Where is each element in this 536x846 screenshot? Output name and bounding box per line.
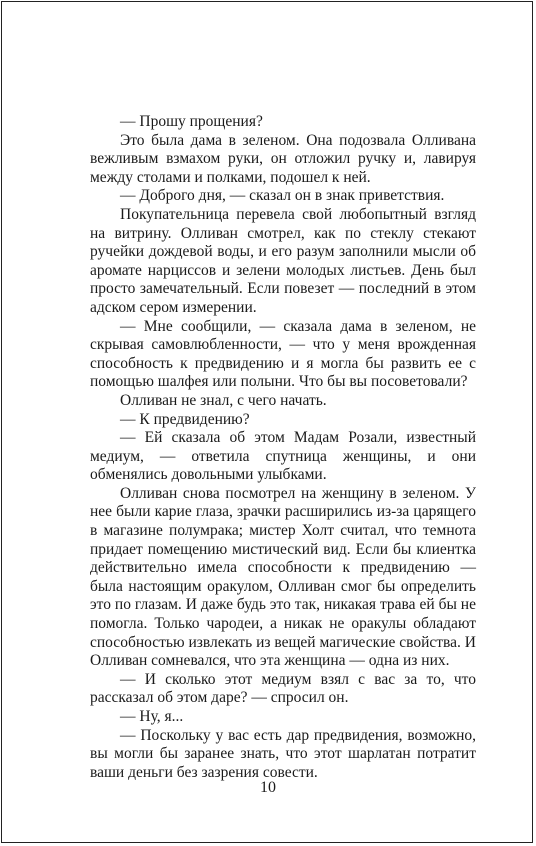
paragraph-10: — И сколько этот медиум взял с вас за то, что рассказал об этом даре? — спросил он. <box>90 670 476 707</box>
paragraph-9: Олливан снова посмотрел на женщину в зеленом. У нее были карие глаза, зрачки расширились из-за царящего в магазине полумрака; мистер Холт считал, что темнота придает помещению мистический вид. Если бы клиентка действительно имела способности к предвидению — была настоящим оракулом, Олливан смог бы определить это по глазам. И даже будь это так, никакая трава ей бы не помогла. Только чародеи, а никак не оракулы обладают способностью извлекать из вещей магические свойства. И Олливан сомневался, что эта женщина — одна из них. <box>90 484 476 670</box>
paragraph-12: — Поскольку у вас есть дар предвидения, возможно, вы могли бы заранее знать, что этот шарлатан потратит ваши деньги без зазрения совести. <box>90 726 476 781</box>
paragraph-6: Олливан не знал, с чего начать. <box>120 391 327 409</box>
paragraph-3: — Доброго дня, — сказал он в знак приветствия. <box>120 187 445 205</box>
paragraph-7: — К предвидению? <box>120 410 250 428</box>
body-text <box>90 113 476 782</box>
page-number: 10 <box>260 779 276 796</box>
book-page <box>1 1 533 843</box>
paragraph-4: Покупательница перевела свой любопытный взгляд на витрину. Олливан смотрел, как по стеклу стекают ручейки дождевой воды, и его разум заполнили мысли об аромате нарциссов и зелени молодых листьев. День был просто замечательный. Если повезет — последний в этом адском сером измерении. <box>90 205 476 316</box>
paragraph-2: Это была дама в зеленом. Она подозвала Олливана вежливым взмахом руки, он отложил ручку и, лавируя между столами и полками, подошел к ней. <box>90 131 476 186</box>
paragraph-5: — Мне сообщили, — сказала дама в зеленом, не скрывая самовлюбленности, — что у меня врожденная способность к предвидению и я могла бы развить ее с помощью шалфея или полыни. Что бы вы посоветовали? <box>90 317 476 391</box>
paragraph-8: — Ей сказала об этом Мадам Розали, известный медиум, — ответила спутница женщины, и они обменялись довольными улыбками. <box>90 429 476 484</box>
paragraph-1: — Прошу прощения? <box>120 113 263 130</box>
paragraph-11: — Ну, я... <box>120 708 184 725</box>
